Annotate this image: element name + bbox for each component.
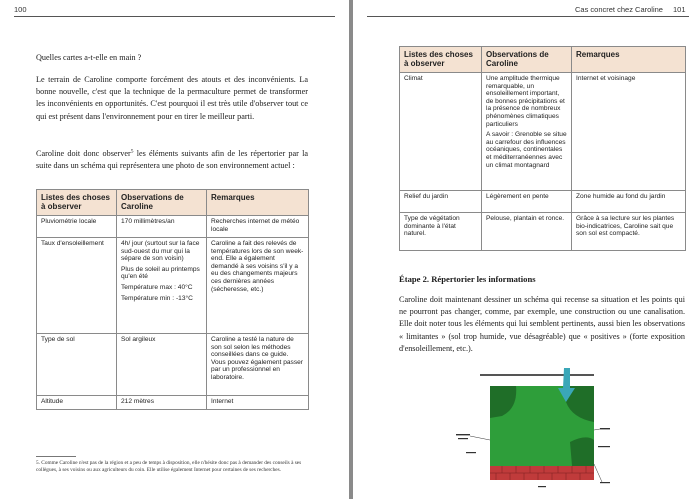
header-rule [14, 16, 335, 17]
observation-text: Température max : 40°C [121, 283, 193, 291]
footnote-ref: 5 [130, 148, 134, 155]
column-header: Observations de Caroline [482, 47, 572, 73]
garden-shade-area [570, 437, 594, 466]
table-row [400, 213, 686, 251]
column-header: Remarques [572, 47, 686, 73]
observation-text: Température min : -13°C [121, 294, 193, 302]
intro-paragraph: Le terrain de Caroline comporte forcément des atouts et des inconvénients. La bonne nouvelle, c'est que la technique de la permaculture permet de transformer les inconvénients en opportunités. C'est pourquoi il est très utile d'observer tout ce qui est présent dans l'environnement pour en tirer le meilleur parti. [36, 75, 308, 121]
observation-cell [482, 213, 572, 251]
observation-text: 170 millimètres/an [121, 218, 175, 225]
running-title: Cas concret chez Caroline [575, 5, 663, 14]
column-header: Listes des choses à observer [37, 190, 117, 216]
item-cell: Pluviométrie locale [37, 216, 117, 238]
garden-sketch [452, 368, 612, 499]
observe-paragraph-end: les éléments suivants afin de les répertorier par la suite dans un schéma qui représentera une photo de son environnement actuel : [36, 149, 308, 171]
section-question: Quelles cartes a-t-elle en main ? [36, 53, 142, 62]
table-row [37, 334, 309, 396]
observation-cell [117, 216, 207, 238]
remark-cell: Grâce à sa lecture sur les plantes bio-indicatrices, Caroline sait que son sol est compacté. [572, 213, 686, 251]
remark-cell: Internet [207, 396, 309, 410]
table-header-row [37, 190, 309, 216]
header-rule [367, 16, 689, 17]
footnote-rule [36, 456, 76, 457]
observation-text: Plus de soleil au printemps qu'en été [121, 265, 200, 281]
left-page [0, 0, 349, 499]
step-title: Étape 2. Répertorier les informations [399, 274, 536, 284]
remark-cell: Caroline a fait des relevés de températures lors de son week-end. Elle a également demandé à ses voisins s'il y a eu des changements majeurs ces dernières années (sécheresse, etc.) [207, 238, 309, 334]
observation-cell [482, 73, 572, 191]
table-row [37, 396, 309, 410]
observation-cell [117, 334, 207, 396]
remark-cell: Recherches internet de météo locale [207, 216, 309, 238]
garden-top-boundary [480, 374, 594, 376]
table-row [400, 73, 686, 191]
column-header: Listes des choses à observer [400, 47, 482, 73]
step-paragraph: Caroline doit maintenant dessiner un schéma qui recense sa situation et les points qui ne pourront pas changer, comme, par exemple, une construction ou une canalisation. Elle doit noter tous les éléments qui lui semblent pertinents, aussi bien les observations « limitantes » (sol trop humide, vue désagréable) que « positives » (forte exposition d'ensoleillement, etc.). [399, 295, 685, 353]
item-cell: Altitude [37, 396, 117, 410]
observation-cell [117, 238, 207, 334]
observation-cell [482, 191, 572, 213]
observation-cell [117, 396, 207, 410]
observation-text: Légèrement en pente [486, 193, 549, 200]
observation-text: 4h/ jour (surtout sur la face sud-ouest du mur qui la sépare de son voisin) [121, 240, 200, 263]
observation-text: Sol argileux [121, 336, 156, 343]
item-cell: Type de végétation dominante à l'état naturel. [400, 213, 482, 251]
remark-cell: Caroline a testé la nature de son sol selon les méthodes conseillées dans ce guide. Vous pouvez également passer par un professionnel en laboratoire. [207, 334, 309, 396]
item-cell: Taux d'ensoleillement [37, 238, 117, 334]
page-number: 101 [673, 5, 686, 14]
item-cell: Type de sol [37, 334, 117, 396]
observation-text: Pelouse, plantain et ronce. [486, 215, 565, 222]
item-cell: Relief du jardin [400, 191, 482, 213]
observation-text: Une amplitude thermique remarquable, un ensoleillement important, de bonnes précipitations et la présence de nombreux phénomènes climatiques particuliers [486, 75, 565, 128]
column-header: Observations de Caroline [117, 190, 207, 216]
remark-cell: Zone humide au fond du jardin [572, 191, 686, 213]
observe-paragraph [36, 148, 308, 172]
item-cell: Climat [400, 73, 482, 191]
table-row [37, 216, 309, 238]
observation-text: A savoir : Grenoble se situe au carrefour des influences océaniques, continentales et méditerranéennes avec un climat montagnard [486, 131, 567, 169]
table-row [400, 191, 686, 213]
page-number: 100 [14, 5, 27, 14]
footnote: 5. Comme Caroline n'est pas de la région et a peu de temps à disposition, elle n'hésite donc pas à demander des conseils à ses collègues, à ses voisins ou aux agriculteurs du coin. Elle utilise également Internet pour certaines de ses recherches. [36, 460, 302, 473]
observation-text: 212 mètres [121, 398, 154, 405]
observation-table [399, 46, 686, 251]
table-header-row [400, 47, 686, 73]
observation-table [36, 189, 309, 410]
table-row [37, 238, 309, 334]
remark-cell: Internet et voisinage [572, 73, 686, 191]
observe-paragraph-start: Caroline doit donc observer [36, 149, 131, 158]
column-header: Remarques [207, 190, 309, 216]
